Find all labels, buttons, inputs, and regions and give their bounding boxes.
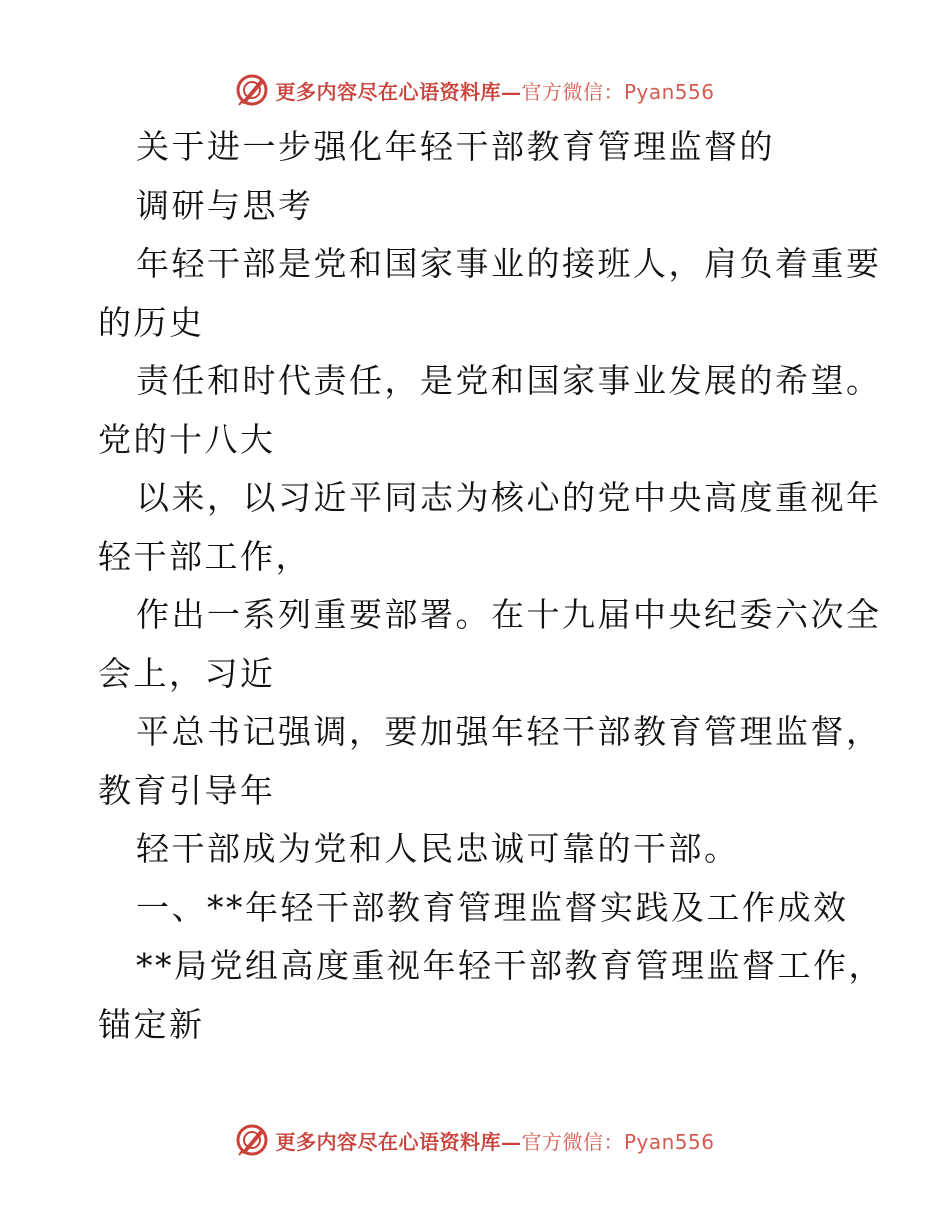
footer-watermark (0, 1120, 950, 1160)
paragraph-line: 以来，以习近平同志为核心的党中央高度重视年 (136, 478, 882, 517)
paragraph-line: 轻干部成为党和人民忠诚可靠的干部。 (136, 829, 740, 868)
quill-logo-icon (235, 1123, 269, 1157)
paragraph-line: 党的十八大 (98, 419, 276, 459)
paragraph-line: 作出一系列重要部署。在十九届中央纪委六次全 (136, 595, 882, 634)
paragraph-line: 轻干部工作， (98, 536, 311, 576)
paragraph-line: **局党组高度重视年轻干部教育管理监督工作， (136, 946, 884, 985)
watermark-contact: 官方微信：Pyan556 (521, 79, 715, 104)
quill-logo-icon (235, 73, 269, 107)
watermark-text: 更多内容尽在心语资料库—官方微信：Pyan556 (275, 1129, 715, 1154)
document-title-line: 关于进一步强化年轻干部教育管理监督的 (136, 127, 775, 166)
paragraph-line: 的历史 (98, 302, 205, 342)
watermark-contact: 官方微信：Pyan556 (521, 1129, 715, 1154)
watermark-text: 更多内容尽在心语资料库—官方微信：Pyan556 (275, 79, 715, 104)
paragraph-line: 会上，习近 (98, 653, 276, 693)
document-body (98, 118, 884, 1054)
paragraph-line: 锚定新 (98, 1004, 205, 1044)
paragraph-line: 平总书记强调，要加强年轻干部教育管理监督， (136, 712, 882, 751)
paragraph-line: 责任和时代责任，是党和国家事业发展的希望。 (136, 361, 882, 400)
paragraph-line: 一、**年轻干部教育管理监督实践及工作成效 (136, 887, 849, 927)
header-watermark (0, 70, 950, 110)
document-title-line: 调研与思考 (136, 185, 314, 225)
paragraph-line: 年轻干部是党和国家事业的接班人，肩负着重要 (136, 244, 882, 283)
paragraph-line: 教育引导年 (98, 770, 276, 810)
